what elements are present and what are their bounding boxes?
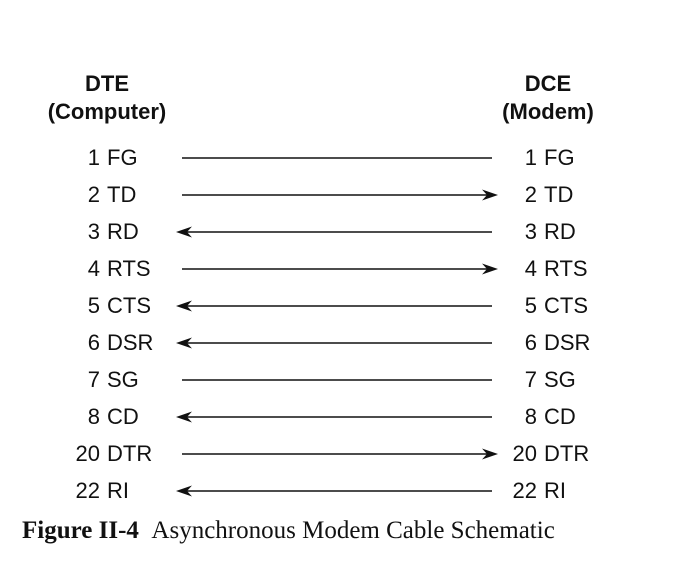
- pin-number: 3: [87, 219, 100, 244]
- pin-number: 20: [512, 441, 537, 466]
- pin-signal-name: RTS: [107, 256, 151, 281]
- pin-signal-name: FG: [107, 145, 138, 170]
- pin-signal-name: FG: [544, 145, 575, 170]
- dte-title: DTE: [85, 71, 129, 96]
- pin-signal-name: RD: [107, 219, 139, 244]
- dce-title: DCE: [524, 71, 572, 96]
- figure-caption: [22, 517, 555, 545]
- pin-signal-name: CTS: [544, 293, 588, 318]
- pin-number: 5: [524, 293, 537, 318]
- pin-signal-name: TD: [544, 182, 574, 207]
- pin-number: 1: [524, 145, 537, 170]
- pin-number: 2: [87, 182, 100, 207]
- pin-number: 4: [87, 256, 100, 281]
- pin-number: 6: [524, 330, 537, 355]
- dte-subtitle: (Computer): [47, 99, 167, 124]
- pin-signal-name: DTR: [544, 441, 590, 466]
- pin-number: 1: [87, 145, 100, 170]
- pin-number: 7: [524, 367, 537, 392]
- pin-signal-name: DSR: [544, 330, 591, 355]
- pin-number: 8: [524, 404, 537, 429]
- pin-number: 22: [512, 478, 537, 503]
- pin-number: 2: [524, 182, 537, 207]
- pin-signal-name: TD: [107, 182, 137, 207]
- pin-number: 22: [75, 478, 100, 503]
- pin-number: 6: [87, 330, 100, 355]
- pin-signal-name: CD: [544, 404, 576, 429]
- pin-number: 4: [524, 256, 537, 281]
- pin-number: 3: [524, 219, 537, 244]
- pin-signal-name: RTS: [544, 256, 588, 281]
- pin-signal-name: DSR: [107, 330, 154, 355]
- pin-signal-name: RD: [544, 219, 576, 244]
- pin-signal-name: SG: [544, 367, 576, 392]
- pin-signal-name: RI: [544, 478, 566, 503]
- pin-signal-name: DTR: [107, 441, 153, 466]
- pin-number: 5: [87, 293, 100, 318]
- pin-signal-name: CTS: [107, 293, 151, 318]
- dce-subtitle: (Modem): [502, 99, 594, 124]
- pin-number: 7: [87, 367, 100, 392]
- pin-number: 8: [87, 404, 100, 429]
- pin-number: 20: [75, 441, 100, 466]
- figure-title: Asynchronous Modem Cable Schematic: [151, 517, 555, 544]
- pin-signal-name: SG: [107, 367, 139, 392]
- figure-label: Figure II-4: [22, 517, 139, 544]
- pin-signal-name: CD: [107, 404, 139, 429]
- pin-signal-name: RI: [107, 478, 129, 503]
